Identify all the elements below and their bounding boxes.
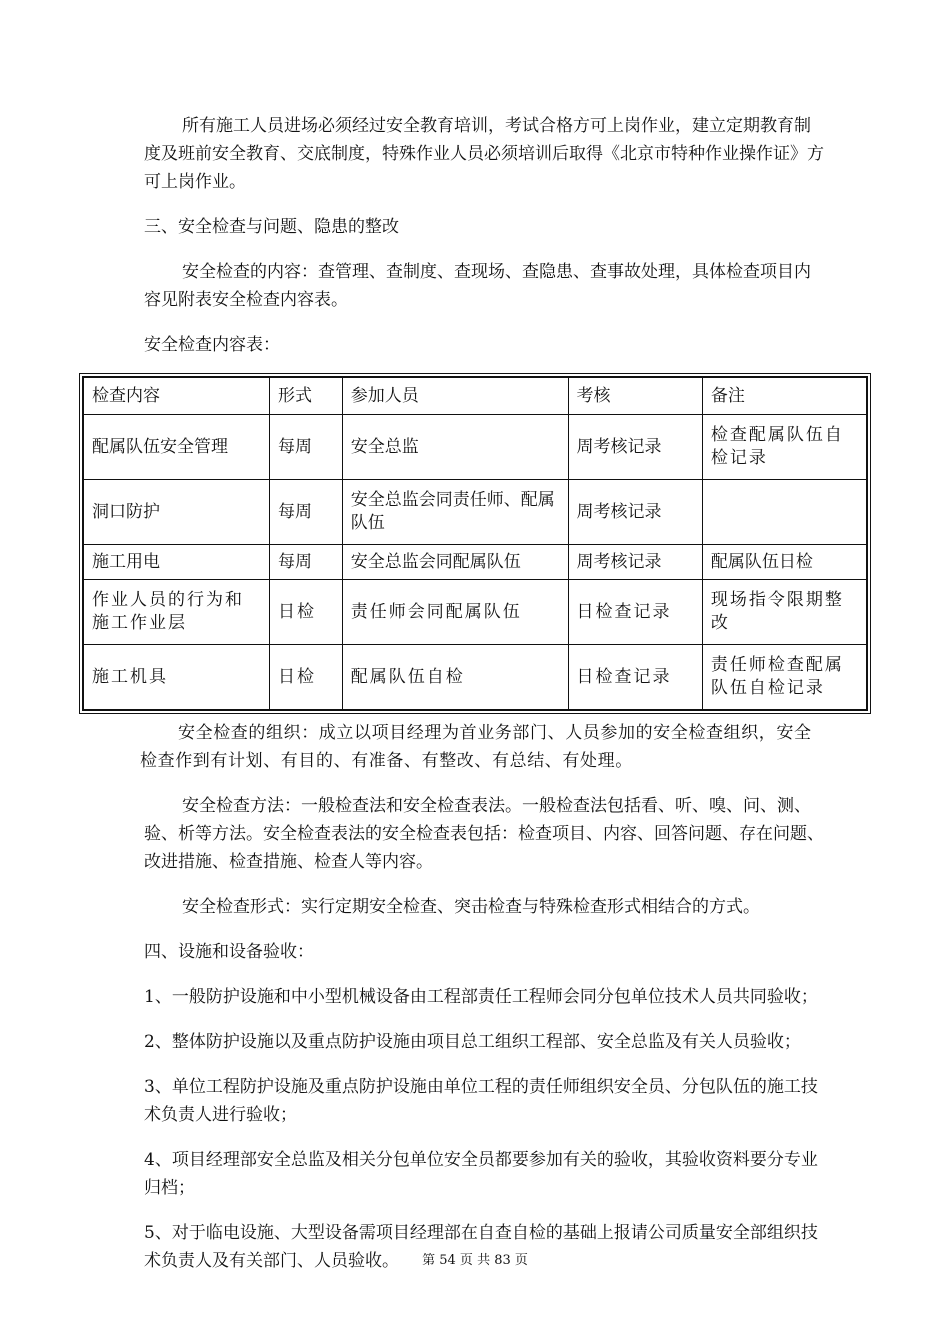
table-cell: 配属队伍安全管理 <box>83 415 269 480</box>
table-cell: 周考核记录 <box>568 545 702 580</box>
table-row <box>83 480 867 545</box>
section-heading-4: 四、设施和设备验收： <box>144 942 314 962</box>
table-cell: 配属队伍自检 <box>342 645 568 711</box>
table-header-cell: 备注 <box>702 377 867 415</box>
table-cell: 日检查记录 <box>568 580 702 645</box>
table-cell: 作业人员的行为和施工作业层 <box>83 580 269 645</box>
table-cell: 责任师会同配属队伍 <box>342 580 568 645</box>
table-cell: 周考核记录 <box>568 480 702 545</box>
table-cell: 日检 <box>269 645 342 711</box>
table-cell: 日检查记录 <box>568 645 702 711</box>
table-header-cell: 参加人员 <box>342 377 568 415</box>
page-content <box>92 112 844 1292</box>
table-header-cell: 形式 <box>269 377 342 415</box>
table-cell: 每周 <box>269 415 342 480</box>
table-cell: 施工机具 <box>83 645 269 711</box>
table-cell: 周考核记录 <box>568 415 702 480</box>
table-cell: 每周 <box>269 545 342 580</box>
table-row <box>83 415 867 480</box>
table-cell: 洞口防护 <box>83 480 269 545</box>
table-cell: 配属队伍日检 <box>702 545 867 580</box>
section-heading-3: 三、安全检查与问题、隐患的整改 <box>144 217 399 237</box>
table-row <box>83 580 867 645</box>
table-cell: 责任师检查配属队伍自检记录 <box>702 645 867 711</box>
table-cell: 现场指令限期整改 <box>702 580 867 645</box>
table-cell: 安全总监会同配属队伍 <box>342 545 568 580</box>
table-header-row <box>83 377 867 415</box>
table-row <box>83 545 867 580</box>
list-item: 4、项目经理部安全总监及相关分包单位安全员都要参加有关的验收，其验收资料要分专业归档； <box>144 1150 818 1198</box>
table-cell: 日检 <box>269 580 342 645</box>
table-cell: 施工用电 <box>83 545 269 580</box>
paragraph-inspection-content: 安全检查的内容：查管理、查制度、查现场、查隐患、查事故处理，具体检查项目内容见附表安全检查内容表。 <box>144 262 811 310</box>
table-cell: 检查配属队伍自检记录 <box>702 415 867 480</box>
paragraph-training: 所有施工人员进场必须经过安全教育培训，考试合格方可上岗作业，建立定期教育制度及班前安全教育、交底制度，特殊作业人员必须培训后取得《北京市特种作业操作证》方可上岗作业。 <box>144 116 824 192</box>
paragraph-inspection-form: 安全检查形式：实行定期安全检查、突击检查与特殊检查形式相结合的方式。 <box>182 897 760 917</box>
table-cell: 安全总监会同责任师、配属队伍 <box>342 480 568 545</box>
list-item: 2、整体防护设施以及重点防护设施由项目总工组织工程部、安全总监及有关人员验收； <box>144 1032 801 1052</box>
table-cell <box>702 480 867 545</box>
page-footer: 第 54 页 共 83 页 <box>422 1253 528 1268</box>
inspection-table <box>82 376 868 711</box>
paragraph-inspection-organization: 安全检查的组织：成立以项目经理为首业务部门、人员参加的安全检查组织，安全检查作到有计划、有目的、有准备、有整改、有总结、有处理。 <box>140 723 812 771</box>
list-item: 1、一般防护设施和中小型机械设备由工程部责任工程师会同分包单位技术人员共同验收； <box>144 987 818 1007</box>
table-caption: 安全检查内容表： <box>144 335 280 355</box>
table-row <box>83 645 867 711</box>
table-header-cell: 检查内容 <box>83 377 269 415</box>
list-item: 5、对于临电设施、大型设备需项目经理部在自查自检的基础上报请公司质量安全部组织技术负责人及有关部门、人员验收。 <box>144 1223 818 1271</box>
paragraph-inspection-method: 安全检查方法：一般检查法和安全检查表法。一般检查法包括看、听、嗅、问、测、验、析等方法。安全检查表法的安全检查表包括：检查项目、内容、回答问题、存在问题、改进措施、检查措施、检查人等内容。 <box>144 796 824 872</box>
table-header-cell: 考核 <box>568 377 702 415</box>
table-cell: 每周 <box>269 480 342 545</box>
list-item: 3、单位工程防护设施及重点防护设施由单位工程的责任师组织安全员、分包队伍的施工技术负责人进行验收； <box>144 1077 818 1125</box>
table-cell: 安全总监 <box>342 415 568 480</box>
